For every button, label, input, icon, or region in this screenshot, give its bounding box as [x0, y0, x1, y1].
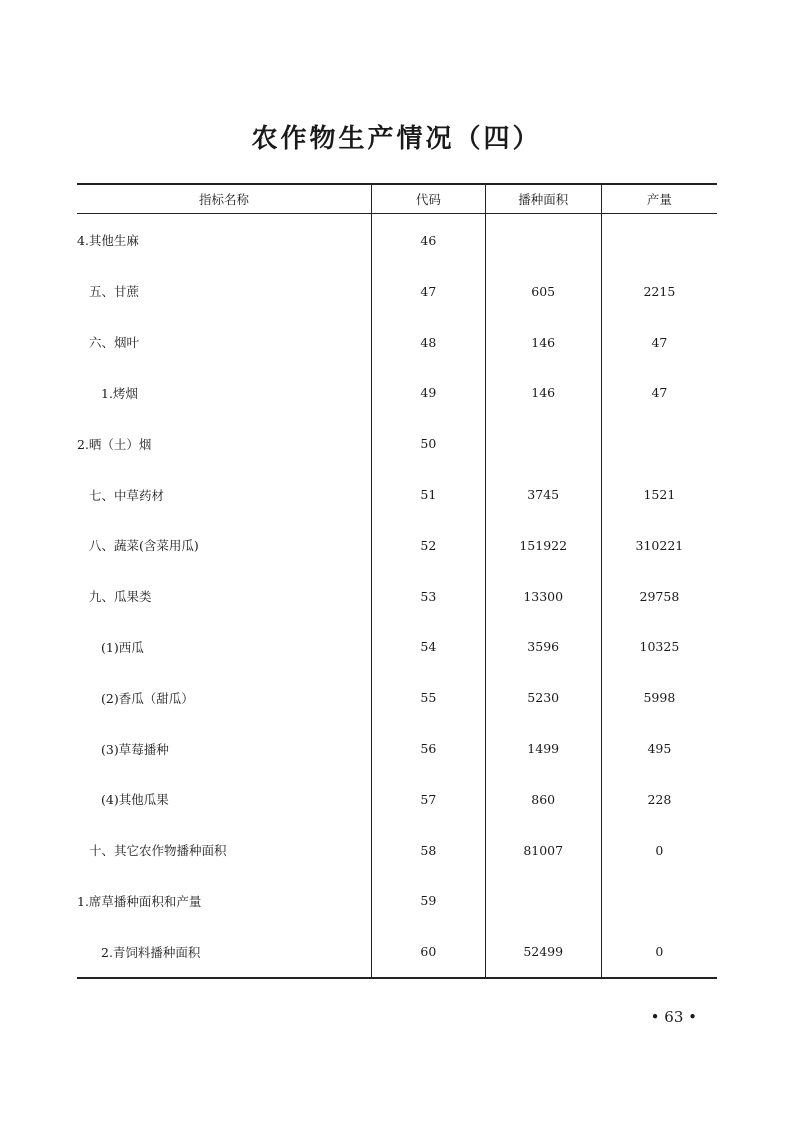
row-area: 605	[485, 266, 601, 317]
row-area: 151922	[485, 520, 601, 571]
row-code: 47	[372, 266, 486, 317]
row-code: 52	[372, 520, 486, 571]
row-name: 九、瓜果类	[89, 589, 152, 605]
row-code: 54	[372, 622, 486, 673]
row-production: 29758	[601, 571, 717, 622]
row-area: 146	[485, 317, 601, 368]
header-row	[77, 184, 717, 214]
row-production: 1521	[601, 469, 717, 520]
row-area: 13300	[485, 571, 601, 622]
table-row	[77, 825, 717, 876]
row-production: 47	[601, 368, 717, 419]
row-name: 五、甘蔗	[89, 284, 140, 300]
row-code: 49	[372, 368, 486, 419]
table-row	[77, 876, 717, 927]
table-row	[77, 520, 717, 571]
table-row	[77, 469, 717, 520]
row-name: 1.烤烟	[101, 385, 138, 401]
header-code: 代码	[372, 184, 486, 214]
row-production: 0	[601, 825, 717, 876]
row-name: 六、烟叶	[89, 335, 140, 351]
row-production	[601, 214, 717, 267]
row-production	[601, 876, 717, 927]
row-name: 八、蔬菜(含菜用瓜)	[89, 538, 199, 554]
row-production: 10325	[601, 622, 717, 673]
row-code: 46	[372, 214, 486, 267]
table-row	[77, 672, 717, 723]
row-production	[601, 418, 717, 469]
row-name: 十、其它农作物播种面积	[89, 843, 227, 859]
row-area: 3745	[485, 469, 601, 520]
table-header	[77, 184, 717, 214]
row-production: 2215	[601, 266, 717, 317]
row-name: 七、中草药材	[89, 487, 165, 503]
page-title: 农作物生产情况（四）	[251, 124, 542, 154]
row-area: 52499	[485, 926, 601, 978]
table-row	[77, 571, 717, 622]
row-area	[485, 418, 601, 469]
table-row	[77, 368, 717, 419]
crop-production-table	[77, 183, 717, 979]
row-code: 53	[372, 571, 486, 622]
row-code: 51	[372, 469, 486, 520]
table-row	[77, 317, 717, 368]
crop-production-table-container	[77, 183, 717, 979]
table-row	[77, 774, 717, 825]
row-name: 4.其他生麻	[77, 233, 139, 248]
row-code: 56	[372, 723, 486, 774]
row-name: 2.青饲料播种面积	[77, 926, 372, 978]
row-area: 5230	[485, 672, 601, 723]
row-production: 47	[601, 317, 717, 368]
row-code: 58	[372, 825, 486, 876]
table-row	[77, 214, 717, 267]
row-area: 3596	[485, 622, 601, 673]
row-name: (2)香瓜（甜瓜）	[101, 690, 194, 706]
row-name: (3)草莓播种	[101, 741, 169, 757]
row-production: 0	[601, 926, 717, 978]
table-row	[77, 723, 717, 774]
row-area: 860	[485, 774, 601, 825]
header-production: 产量	[601, 184, 717, 214]
row-area: 1499	[485, 723, 601, 774]
table-row	[77, 926, 717, 978]
row-production: 495	[601, 723, 717, 774]
row-area	[485, 876, 601, 927]
row-area: 81007	[485, 825, 601, 876]
header-area: 播种面积	[485, 184, 601, 214]
table-row	[77, 266, 717, 317]
row-code: 55	[372, 672, 486, 723]
row-name: 1.席草播种面积和产量	[77, 893, 202, 909]
table-body	[77, 214, 717, 979]
row-code: 48	[372, 317, 486, 368]
row-code: 59	[372, 876, 486, 927]
row-production: 310221	[601, 520, 717, 571]
row-area	[485, 214, 601, 267]
row-code: 50	[372, 418, 486, 469]
row-name: (4)其他瓜果	[101, 792, 169, 808]
row-name: (1)西瓜	[101, 639, 144, 655]
header-name: 指标名称	[77, 184, 372, 214]
table-row	[77, 622, 717, 673]
row-production: 228	[601, 774, 717, 825]
row-area: 146	[485, 368, 601, 419]
row-code: 60	[372, 926, 486, 978]
row-name: 2.晒（土）烟	[77, 436, 152, 452]
table-row	[77, 418, 717, 469]
row-code: 57	[372, 774, 486, 825]
page-number: • 63 •	[650, 1008, 697, 1026]
row-production: 5998	[601, 672, 717, 723]
